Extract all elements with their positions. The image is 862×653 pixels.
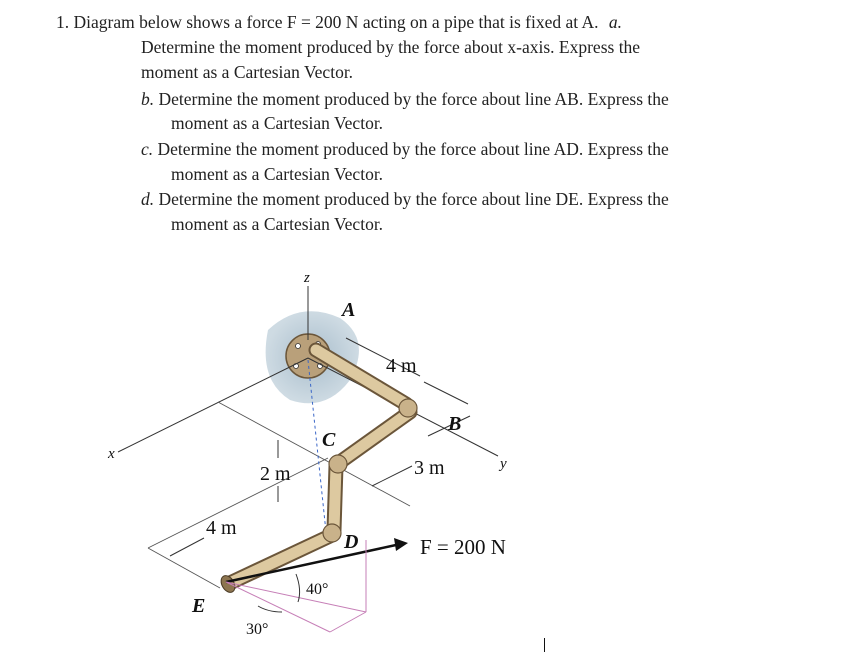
- axis-z-label: z: [304, 270, 310, 286]
- angle-40-label: 40°: [306, 581, 329, 598]
- elbow-C: [329, 455, 347, 473]
- part-d-label: d.: [141, 189, 155, 209]
- dimension-3m: 3 m: [414, 457, 445, 479]
- point-B-label: B: [448, 413, 462, 435]
- part-a-label: a.: [608, 12, 623, 32]
- force-label: F = 200 N: [420, 535, 506, 559]
- angle-30-label: 30°: [246, 621, 269, 638]
- dimension-4m-top: 4 m: [386, 355, 417, 377]
- dim-line-3m: [372, 466, 412, 486]
- floor-line: [218, 402, 410, 506]
- problem-intro: 1. Diagram below shows a force F = 200 N acting on a pipe that is fixed at A.: [56, 12, 599, 32]
- part-b-text: Determine the moment produced by the force about line AB. Express the: [154, 89, 669, 109]
- elbow-D: [323, 524, 341, 542]
- axis-x-label: x: [108, 446, 115, 462]
- flange-bolt: [296, 344, 301, 349]
- dim-line-4m-top: [424, 382, 468, 404]
- point-C-label: C: [322, 429, 336, 451]
- point-D-label: D: [344, 531, 359, 553]
- part-a-line-1: Determine the moment produced by the force about x-axis. Express the: [141, 37, 641, 57]
- part-c-label: c.: [141, 139, 154, 159]
- pipe-CD-fill: [334, 466, 336, 530]
- pipe-BC-fill: [340, 412, 410, 462]
- text-cursor: [544, 638, 545, 652]
- floor-line: [148, 458, 328, 548]
- dimension-2m: 2 m: [260, 463, 291, 485]
- point-E-label: E: [192, 595, 206, 617]
- pipe-DE-fill: [232, 536, 330, 582]
- part-d-line-2: moment as a Cartesian Vector.: [171, 214, 384, 234]
- part-d-text: Determine the moment produced by the force about line DE. Express the: [154, 189, 669, 209]
- part-b-label: b.: [141, 89, 155, 109]
- point-A-label: A: [342, 299, 356, 321]
- part-b-line-2: moment as a Cartesian Vector.: [171, 113, 384, 133]
- dimension-4m-left: 4 m: [206, 517, 237, 539]
- part-a-line-2: moment as a Cartesian Vector.: [141, 62, 354, 82]
- force-projection: [330, 612, 366, 632]
- floor-line: [148, 548, 220, 588]
- elbow-B: [399, 399, 417, 417]
- part-c-text: Determine the moment produced by the force about line AD. Express the: [153, 139, 669, 159]
- axis-y-label: y: [500, 456, 507, 472]
- part-c-line-2: moment as a Cartesian Vector.: [171, 164, 384, 184]
- axis-x-line: [118, 358, 308, 452]
- dim-line-4m-left: [170, 538, 204, 556]
- force-arrowhead: [394, 538, 408, 551]
- force-projection: [226, 582, 366, 612]
